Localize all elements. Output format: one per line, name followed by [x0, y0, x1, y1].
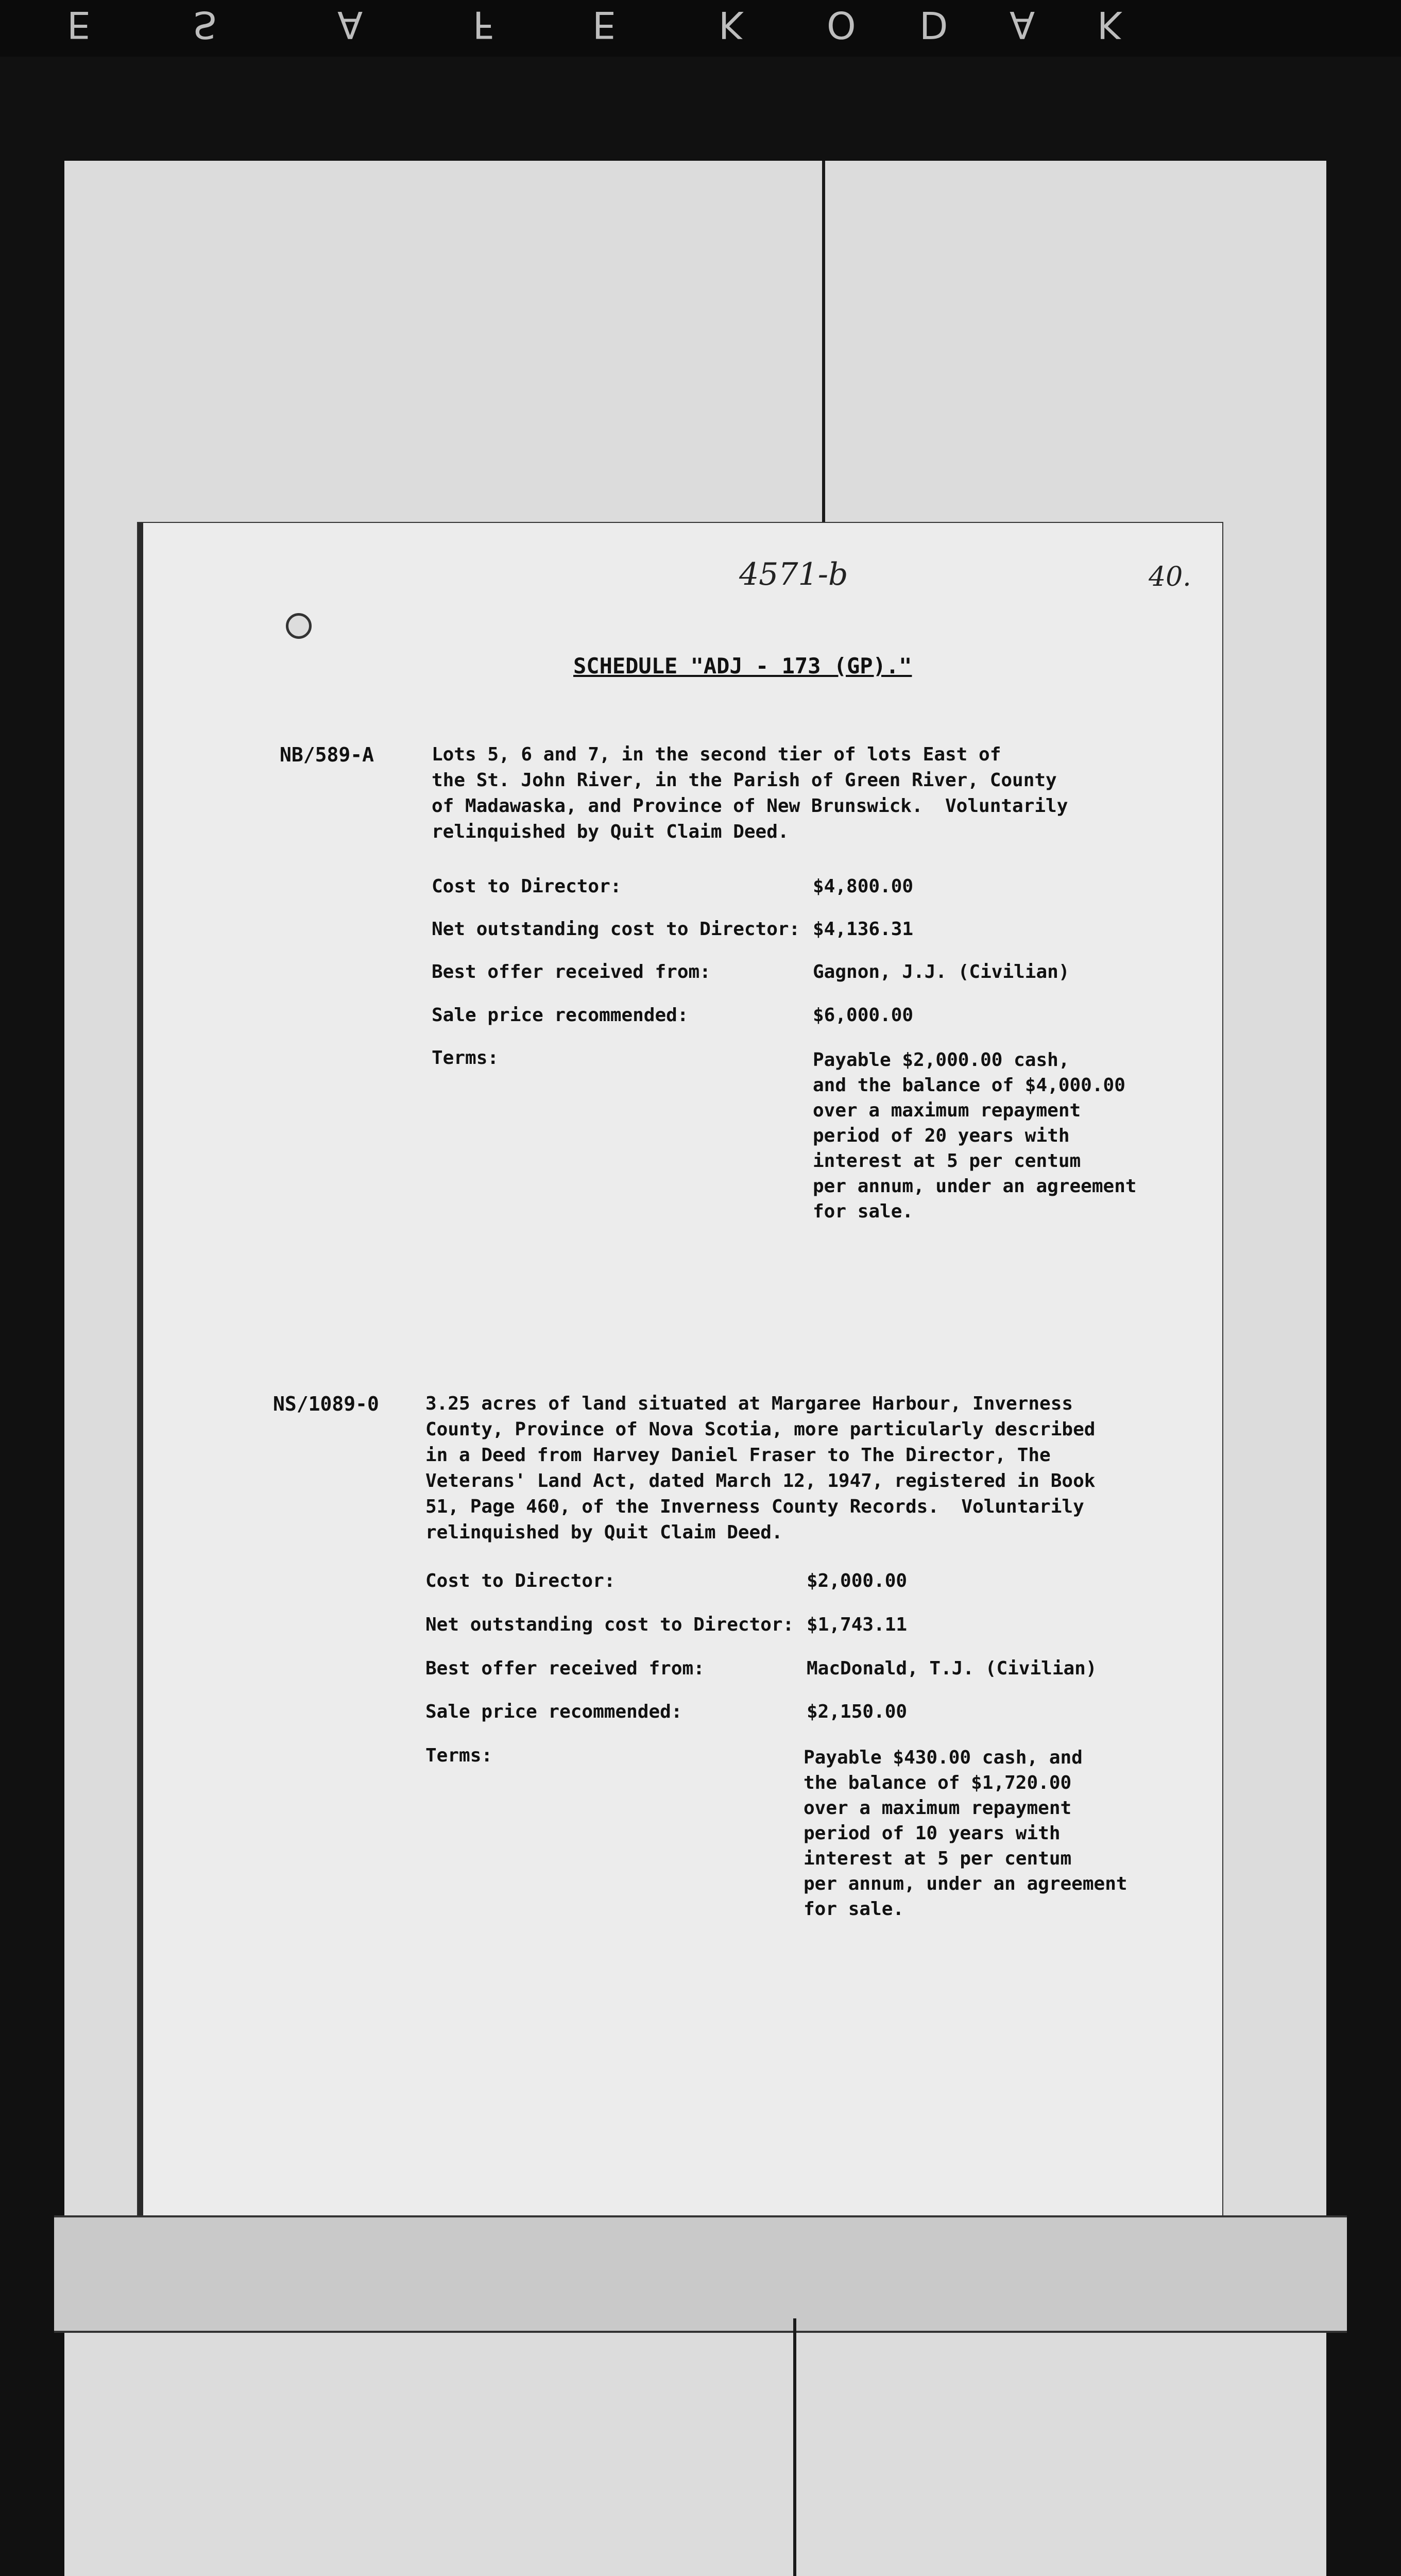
punch-hole: [286, 613, 312, 639]
field-label: Cost to Director:: [425, 1570, 616, 1591]
film-edge-letter: A: [337, 3, 366, 46]
field-value: $4,800.00: [813, 876, 914, 897]
film-edge-letter: A: [1010, 3, 1038, 46]
film-edge-letter: K: [719, 3, 746, 46]
field-value: $2,150.00: [807, 1701, 908, 1722]
field-label: Best offer received from:: [432, 961, 711, 982]
field-value: $6,000.00: [813, 1005, 914, 1026]
fold-line: [793, 2318, 796, 2576]
entry-description: Lots 5, 6 and 7, in the second tier of lots East of the St. John River, in the Parish of Green River, County of Madawaska, and Province of New Brunswick. Voluntarily relinquished by Quit Claim Deed.: [432, 744, 1068, 842]
film-edge-letter: E: [592, 3, 619, 46]
field-label: Best offer received from:: [425, 1658, 705, 1679]
schedule-title: SCHEDULE "ADJ - 173 (GP).": [573, 653, 912, 679]
entry-reference: NS/1089-0: [273, 1393, 379, 1415]
film-edge: [0, 0, 1401, 57]
terms-text: Payable $2,000.00 cash, and the balance of $4,000.00 over a maximum repayment period of 20 years with interest at 5 per centum per annum, under an agreement for sale.: [813, 1049, 1137, 1222]
field-value: $1,743.11: [807, 1614, 908, 1635]
film-edge-letter: E: [67, 3, 94, 46]
entry-description: 3.25 acres of land situated at Margaree Harbour, Inverness County, Province of Nova Scotia, more particularly described in a Deed from Harvey Daniel Fraser to The Director, The Veterans' Land Act, dated March 12, 1947, registered in Book 51, Page 460, of the Inverness County Records. Voluntarily relinquished by Quit Claim Deed.: [425, 1393, 1096, 1543]
fold-line: [822, 161, 825, 537]
film-edge-letter: S: [193, 3, 220, 46]
film-edge-letter: F: [473, 3, 498, 46]
handwritten-reference: 4571-b: [739, 556, 848, 592]
field-value: MacDonald, T.J. (Civilian): [807, 1658, 1097, 1679]
film-edge-letter: O: [827, 3, 859, 46]
page-number: 40.: [1149, 562, 1191, 592]
entry-reference: NB/589-A: [280, 743, 374, 766]
film-edge-letter: K: [1097, 3, 1125, 46]
field-label: Net outstanding cost to Director:: [432, 919, 800, 940]
terms-text: Payable $430.00 cash, and the balance of $1,720.00 over a maximum repayment period of 10 years with interest at 5 per centum per annum, under an agreement for sale.: [804, 1747, 1127, 1920]
field-label: Cost to Director:: [432, 876, 622, 897]
field-value: Gagnon, J.J. (Civilian): [813, 961, 1070, 982]
terms-label: Terms:: [425, 1745, 493, 1766]
film-edge-letter: D: [919, 3, 951, 46]
field-value: $2,000.00: [807, 1570, 908, 1591]
field-label: Sale price recommended:: [425, 1701, 682, 1722]
field-label: Net outstanding cost to Director:: [425, 1614, 794, 1635]
field-label: Sale price recommended:: [432, 1005, 689, 1026]
backing-strip: [54, 2215, 1347, 2333]
field-value: $4,136.31: [813, 919, 914, 940]
terms-label: Terms:: [432, 1047, 499, 1069]
